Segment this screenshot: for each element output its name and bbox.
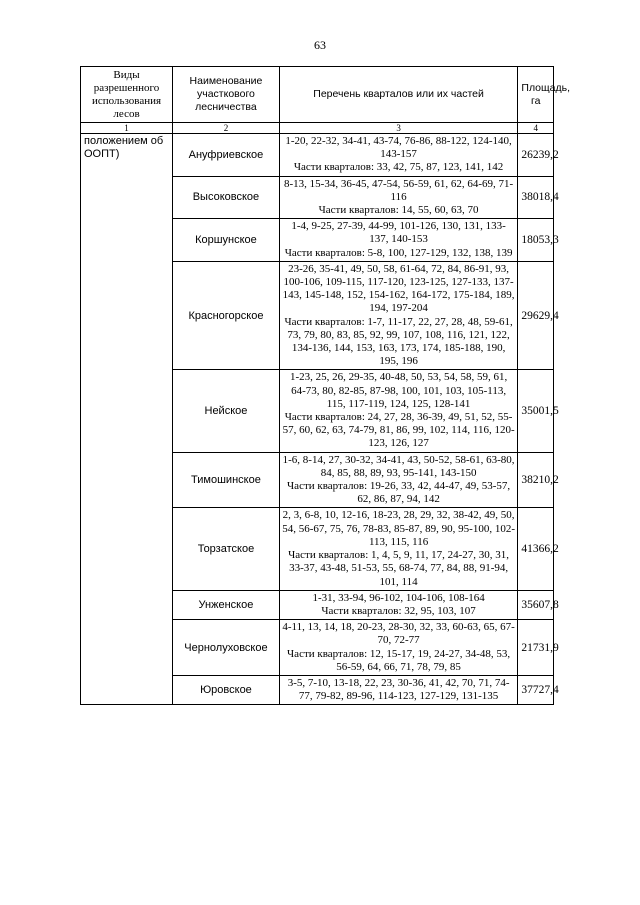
quarters-cell bbox=[279, 452, 518, 508]
quarter-parts-list: Части кварталов: 19-26, 33, 42, 44-47, 49, 53-57, 62, 86, 87, 94, 142 bbox=[287, 480, 511, 506]
forestry-name-cell: Высоковское bbox=[173, 176, 280, 219]
quarters-cell bbox=[279, 675, 518, 704]
quarters-list: 3-5, 7-10, 13-18, 22, 23, 30-36, 41, 42, 70, 71, 74-77, 79-82, 89-96, 114-123, 127-129, 131-135 bbox=[287, 676, 510, 703]
header-forestry-name: Наименование участкового лесничества bbox=[173, 67, 280, 123]
forestry-name-cell: Красногорское bbox=[173, 261, 280, 370]
quarter-parts-list: Части кварталов: 12, 15-17, 19, 24-27, 34-48, 53, 56-59, 64, 66, 71, 78, 79, 85 bbox=[287, 647, 511, 673]
forestry-name-cell: Ануфриевское bbox=[173, 134, 280, 177]
page-number: 63 bbox=[314, 38, 326, 52]
quarters-list: 1-4, 9-25, 27-39, 44-99, 101-126, 130, 131, 133-137, 140-153 bbox=[291, 220, 506, 246]
quarters-cell bbox=[279, 590, 518, 619]
forestry-name-cell: Тимошинское bbox=[173, 452, 280, 508]
quarters-list: 8-13, 15-34, 36-45, 47-54, 56-59, 61, 62, 64-69, 71-116 bbox=[284, 177, 514, 203]
area-cell: 38018,4 bbox=[518, 176, 554, 219]
column-number: 4 bbox=[518, 123, 554, 134]
header-usage-type: Виды разрешенного использования лесов bbox=[81, 67, 173, 123]
area-cell: 38210,2 bbox=[518, 452, 554, 508]
column-number: 1 bbox=[81, 123, 173, 134]
quarter-parts-list: Части кварталов: 24, 27, 28, 36-39, 49, 51, 52, 55-57, 60, 62, 63, 74-79, 81, 86, 99, 102, 114, 116, 120-123, 126, 127 bbox=[282, 411, 515, 450]
quarters-cell bbox=[279, 508, 518, 590]
forestry-name-cell: Коршунское bbox=[173, 219, 280, 262]
quarter-parts-list: Части кварталов: 1-7, 11-17, 22, 27, 28, 48, 59-61, 73, 79, 80, 83, 85, 92, 99, 107, 108, 116, 121, 122, 134-136, 144, 153, 163, 173, 174, 185-188, 190, 195, 196 bbox=[284, 315, 513, 368]
table-row bbox=[81, 134, 554, 177]
forest-quarters-table bbox=[80, 66, 571, 705]
header-area: Площадь, га bbox=[518, 67, 554, 123]
header-quarters-list: Перечень кварталов или их частей bbox=[279, 67, 518, 123]
forestry-name-cell: Унженское bbox=[173, 590, 280, 619]
quarters-cell bbox=[279, 370, 518, 452]
area-cell: 35607,8 bbox=[518, 590, 554, 619]
area-cell: 37727,4 bbox=[518, 675, 554, 704]
forestry-name-cell: Нейское bbox=[173, 370, 280, 452]
quarters-list: 1-20, 22-32, 34-41, 43-74, 76-86, 88-122, 124-140, 143-157 bbox=[285, 135, 512, 161]
table-body bbox=[81, 134, 559, 705]
quarters-list: 23-26, 35-41, 49, 50, 58, 61-64, 72, 84, 86-91, 93, 100-106, 109-115, 117-120, 123-125, 127-133, 137-143, 145-148, 152, 154-162, 164-172, 175-184, 189, 194, 197-204 bbox=[282, 262, 515, 315]
quarters-cell bbox=[279, 261, 518, 370]
quarter-parts-list: Части кварталов: 5-8, 100, 127-129, 132, 138, 139 bbox=[284, 246, 513, 259]
quarters-list: 4-11, 13, 14, 18, 20-23, 28-30, 32, 33, 60-63, 65, 67-70, 72-77 bbox=[282, 621, 515, 647]
forestry-name-cell: Юровское bbox=[173, 675, 280, 704]
quarter-parts-list: Части кварталов: 33, 42, 75, 87, 123, 141, 142 bbox=[293, 161, 504, 174]
quarter-parts-list: Части кварталов: 14, 55, 60, 63, 70 bbox=[318, 204, 479, 217]
usage-type-cell: положением об ООПТ) bbox=[81, 134, 173, 705]
forestry-name-cell: Чернолуховское bbox=[173, 620, 280, 676]
quarters-list: 2, 3, 6-8, 10, 12-16, 18-23, 28, 29, 32, 38-42, 49, 50, 54, 56-67, 75, 76, 78-83, 85-87, 89, 90, 95-100, 102-113, 115, 116 bbox=[282, 509, 516, 548]
area-cell: 21731,9 bbox=[518, 620, 554, 676]
quarters-cell bbox=[279, 176, 518, 219]
column-number: 3 bbox=[279, 123, 518, 134]
area-cell: 29629,4 bbox=[518, 261, 554, 370]
quarter-parts-list: Части кварталов: 1, 4, 5, 9, 11, 17, 24-27, 30, 31, 33-37, 43-48, 51-53, 55, 68-74, 77, 84, 88, 91-94, 101, 114 bbox=[288, 549, 510, 588]
column-number: 2 bbox=[173, 123, 280, 134]
area-cell: 35001,5 bbox=[518, 370, 554, 452]
quarters-list: 1-23, 25, 26, 29-35, 40-48, 50, 53, 54, 58, 59, 61, 64-73, 80, 82-85, 87-98, 100, 101, 103, 105-113, 115, 117-119, 124, 125, 128-141 bbox=[289, 371, 508, 410]
area-cell: 18053,3 bbox=[518, 219, 554, 262]
area-cell: 41366,2 bbox=[518, 508, 554, 590]
area-cell: 26239,2 bbox=[518, 134, 554, 177]
table-header-row bbox=[81, 67, 554, 123]
quarters-list: 1-31, 33-94, 96-102, 104-106, 108-164 bbox=[312, 591, 485, 604]
quarter-parts-list: Части кварталов: 32, 95, 103, 107 bbox=[321, 604, 476, 617]
quarters-list: 1-6, 8-14, 27, 30-32, 34-41, 43, 50-52, 58-61, 63-80, 84, 85, 88, 89, 93, 95-141, 143-150 bbox=[282, 453, 515, 479]
quarters-cell bbox=[279, 134, 518, 177]
quarters-cell bbox=[279, 219, 518, 262]
column-number-row bbox=[81, 123, 554, 134]
quarters-cell bbox=[279, 620, 518, 676]
forestry-name-cell: Торзатское bbox=[173, 508, 280, 590]
